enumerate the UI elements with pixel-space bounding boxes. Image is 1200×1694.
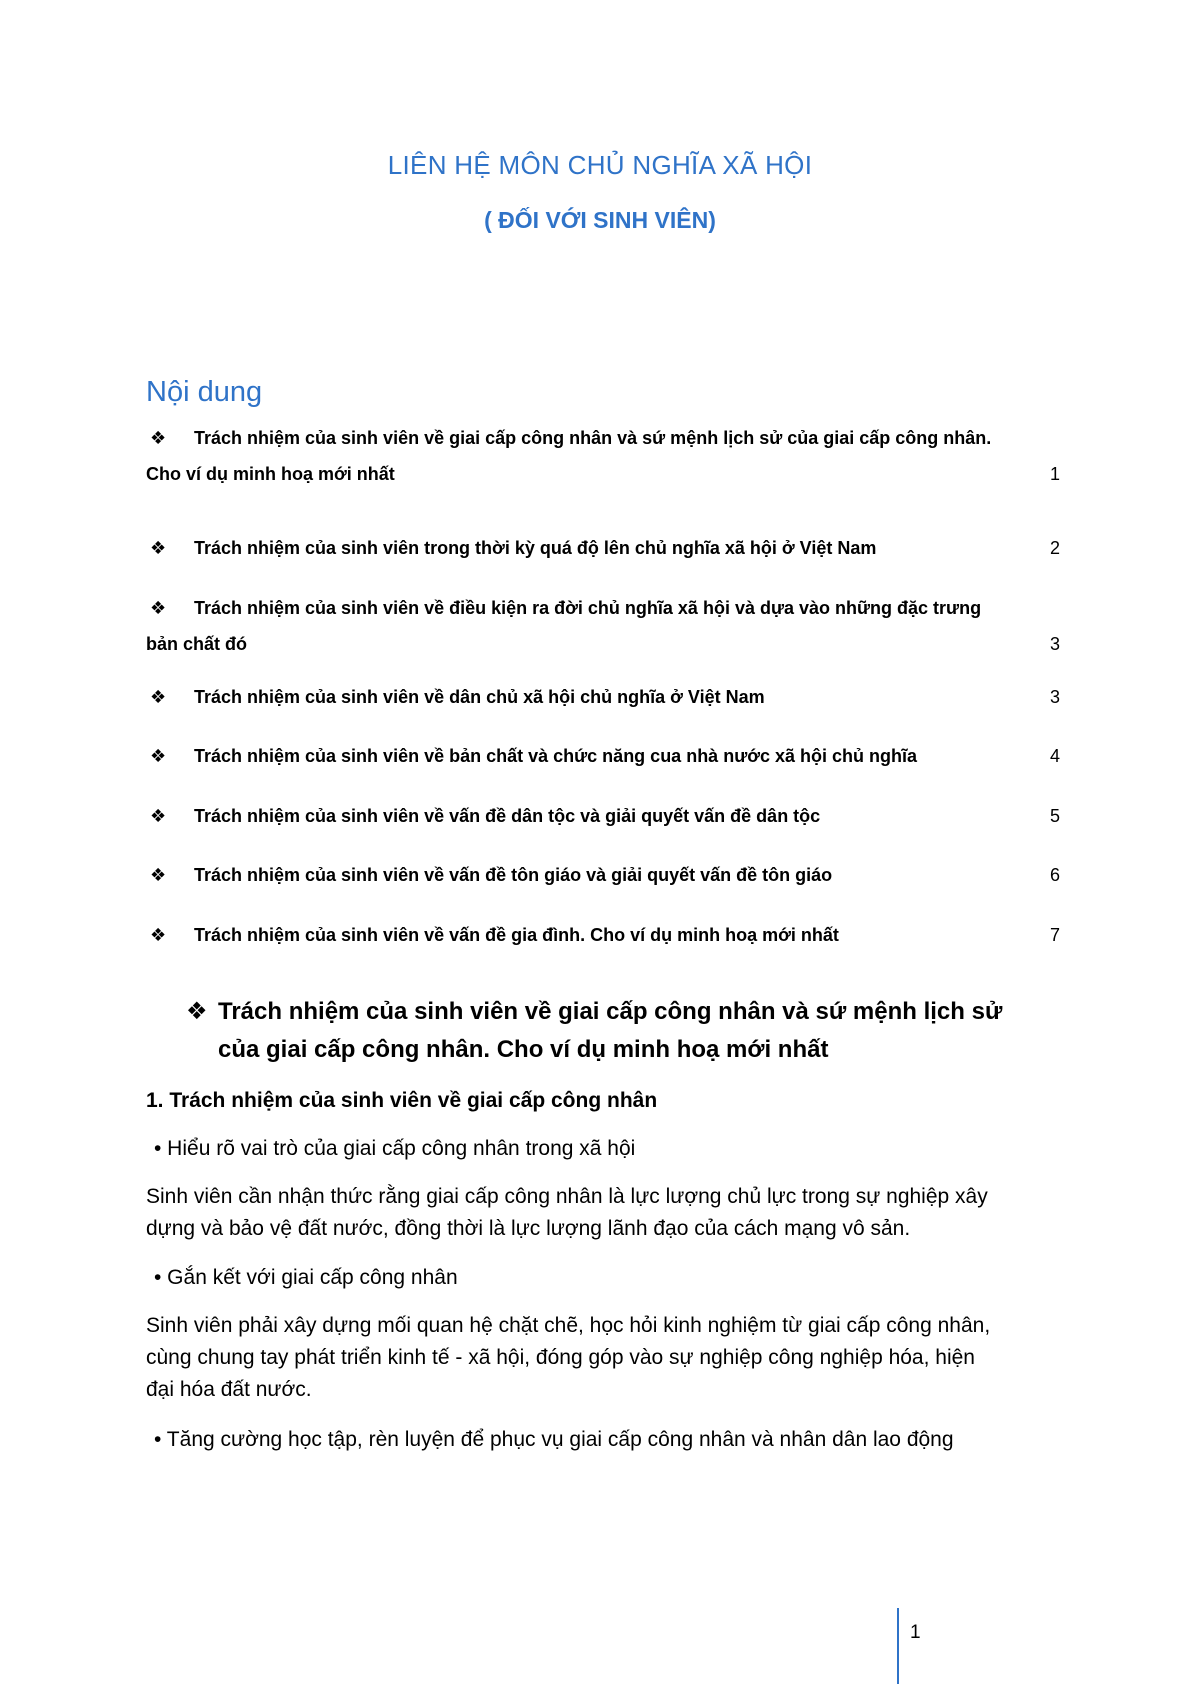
- paragraph: [146, 1181, 1066, 1245]
- diamond-bullet-icon: ❖: [150, 428, 167, 448]
- paragraph: [146, 1310, 1066, 1406]
- subsection-heading: 1. Trách nhiệm của sinh viên về giai cấp công nhân: [146, 1089, 658, 1112]
- toc-entry-text: Trách nhiệm của sinh viên về bản chất và chức năng cua nhà nước xã hội chủ nghĩa: [194, 746, 918, 766]
- toc-entry[interactable]: [146, 917, 1060, 953]
- paragraph-line: Sinh viên cần nhận thức rằng giai cấp công nhân là lực lượng chủ lực trong sự nghiệp xây: [146, 1185, 988, 1208]
- paragraph-line: đại hóa đất nước.: [146, 1378, 312, 1401]
- toc-heading: Nội dung: [146, 376, 263, 408]
- toc-entry-continuation: Cho ví dụ minh hoạ mới nhất: [146, 464, 395, 484]
- diamond-bullet-icon: ❖: [150, 687, 167, 707]
- diamond-bullet-icon: ❖: [150, 925, 167, 945]
- paragraph-line: cùng chung tay phát triển kinh tế - xã hội, đóng góp vào sự nghiệp công nghiệp hóa, hiện: [146, 1346, 975, 1369]
- diamond-bullet-icon: ❖: [186, 998, 208, 1025]
- section-heading-line: của giai cấp công nhân. Cho ví dụ minh hoạ mới nhất: [218, 1036, 829, 1063]
- section-heading: [186, 993, 1026, 1069]
- toc-entry-text: Trách nhiệm của sinh viên trong thời kỳ quá độ lên chủ nghĩa xã hội ở Việt Nam: [194, 538, 877, 558]
- toc-page-number: 3: [1049, 634, 1060, 654]
- toc-entry[interactable]: [146, 738, 1060, 774]
- toc-entry-continuation: bản chất đó: [146, 634, 248, 654]
- toc-entry-text: Trách nhiệm của sinh viên về dân chủ xã hội chủ nghĩa ở Việt Nam: [194, 687, 765, 707]
- toc-entry-text: Trách nhiệm của sinh viên về điều kiện ra đời chủ nghĩa xã hội và dựa vào những đặc trưng: [194, 598, 982, 618]
- toc-entry[interactable]: [146, 857, 1060, 893]
- toc-page-number: 2: [1049, 538, 1060, 558]
- bullet-point: • Gắn kết với giai cấp công nhân: [154, 1266, 458, 1289]
- toc-page-number: 6: [1049, 865, 1060, 885]
- document-title: LIÊN HỆ MÔN CHỦ NGHĨA XÃ HỘI: [387, 150, 813, 180]
- toc-entry[interactable]: [146, 530, 1060, 566]
- toc-page-number: 4: [1049, 746, 1060, 766]
- diamond-bullet-icon: ❖: [150, 538, 167, 558]
- toc-entry-text: Trách nhiệm của sinh viên về vấn đề dân tộc và giải quyết vấn đề dân tộc: [194, 806, 821, 826]
- section-heading-line: Trách nhiệm của sinh viên về giai cấp công nhân và sứ mệnh lịch sử: [218, 998, 1003, 1025]
- diamond-bullet-icon: ❖: [150, 806, 167, 826]
- document-subtitle: ( ĐỐI VỚI SINH VIÊN): [484, 207, 716, 233]
- page-number: 1: [910, 1622, 921, 1643]
- toc-page-number: 7: [1049, 925, 1060, 945]
- bullet-point: • Tăng cường học tập, rèn luyện để phục vụ giai cấp công nhân và nhân dân lao động: [154, 1428, 954, 1451]
- paragraph-line: Sinh viên phải xây dựng mối quan hệ chặt chẽ, học hỏi kinh nghiệm từ giai cấp công nhân,: [146, 1314, 991, 1337]
- toc-entry[interactable]: [146, 590, 1060, 662]
- toc-entry-text: Trách nhiệm của sinh viên về vấn đề tôn giáo và giải quyết vấn đề tôn giáo: [194, 865, 833, 885]
- toc-entry-text: Trách nhiệm của sinh viên về giai cấp công nhân và sứ mệnh lịch sử của giai cấp công nhân.: [194, 428, 992, 448]
- toc-entry-text: Trách nhiệm của sinh viên về vấn đề gia đình. Cho ví dụ minh hoạ mới nhất: [194, 925, 839, 945]
- toc-page-number: 1: [1049, 464, 1060, 484]
- diamond-bullet-icon: ❖: [150, 746, 167, 766]
- toc-entry[interactable]: [146, 420, 1060, 492]
- toc-page-number: 3: [1049, 687, 1060, 707]
- toc-entry[interactable]: [146, 679, 1060, 715]
- toc-entry[interactable]: [146, 798, 1060, 834]
- bullet-point: • Hiểu rõ vai trò của giai cấp công nhân trong xã hội: [154, 1137, 636, 1160]
- footer-divider: [897, 1608, 899, 1684]
- diamond-bullet-icon: ❖: [150, 865, 167, 885]
- toc-page-number: 5: [1049, 806, 1060, 826]
- diamond-bullet-icon: ❖: [150, 598, 167, 618]
- paragraph-line: dựng và bảo vệ đất nước, đồng thời là lực lượng lãnh đạo của cách mạng vô sản.: [146, 1217, 911, 1240]
